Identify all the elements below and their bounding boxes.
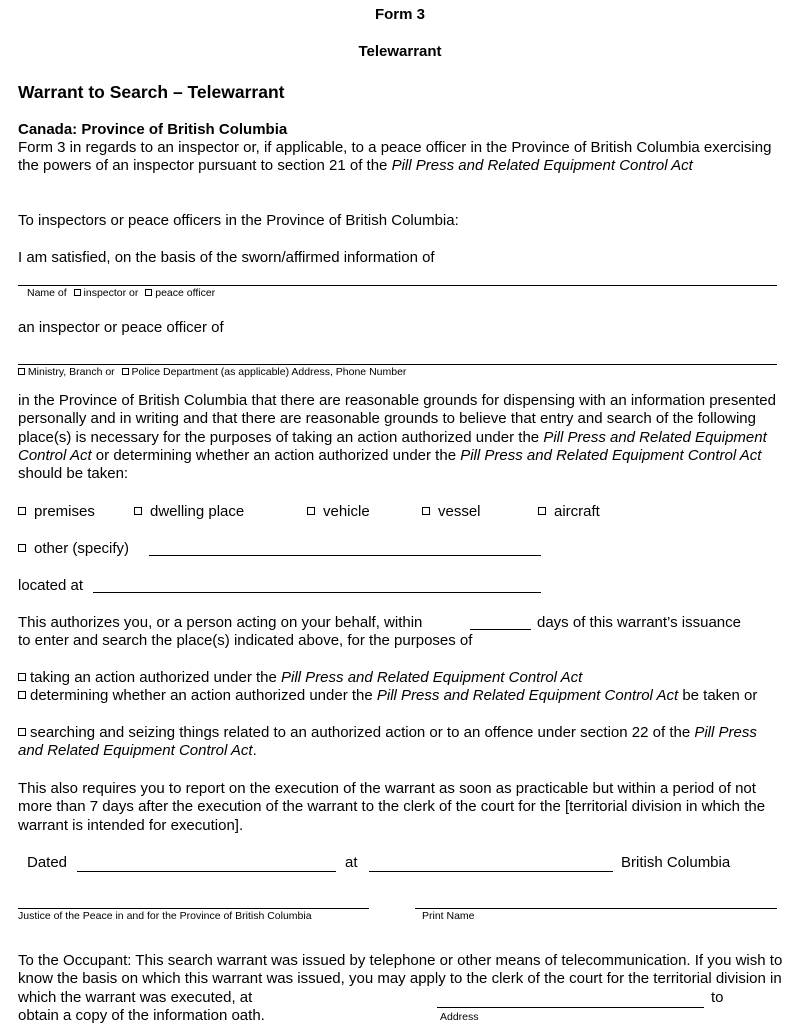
grounds-act-2: Pill Press and Related Equipment Control Act bbox=[460, 446, 762, 464]
ministry-line[interactable] bbox=[18, 364, 777, 365]
located-at-label: located at bbox=[18, 577, 84, 594]
place-label: vessel bbox=[438, 503, 481, 520]
informant-name-line[interactable] bbox=[18, 285, 777, 286]
inspector-checkbox[interactable] bbox=[74, 289, 81, 296]
purpose-2-tail: be taken or bbox=[678, 687, 758, 704]
peace-officer-checkbox[interactable] bbox=[145, 289, 152, 296]
purpose-2 bbox=[18, 687, 783, 705]
grounds-act-1: Pill Press and Related Equipment Control Act bbox=[18, 428, 767, 464]
jurisdiction: Canada: Province of British Columbia bbox=[18, 121, 288, 138]
intro-paragraph bbox=[18, 139, 783, 176]
premises-checkbox[interactable] bbox=[18, 507, 26, 515]
name-caption-opt2: peace officer bbox=[155, 287, 216, 299]
place-dwelling[interactable] bbox=[134, 503, 244, 520]
place-label: premises bbox=[34, 503, 95, 520]
name-caption-prefix: Name of bbox=[27, 287, 67, 299]
inspector-of-line: an inspector or peace officer of bbox=[18, 319, 224, 336]
place-vehicle[interactable] bbox=[307, 503, 370, 520]
place-label: vehicle bbox=[323, 503, 370, 520]
grounds-text-1: in the Province of British Columbia that there are reasonable grounds for dispensing with an information presented personally and in writing and that there are reasonable grounds to believe that entry and search of the following place(s) is necessary for the purposes of taking an action authorized under the bbox=[18, 392, 776, 446]
intro-act: Pill Press and Related Equipment Control Act bbox=[391, 157, 693, 175]
place-signed-line[interactable] bbox=[369, 871, 613, 872]
dated-line[interactable] bbox=[77, 871, 336, 872]
located-at-line[interactable] bbox=[93, 592, 541, 593]
purpose-2-text: determining whether an action authorized under the bbox=[30, 687, 377, 704]
purpose-2-act: Pill Press and Related Equipment Control Act bbox=[376, 687, 679, 704]
purpose-3 bbox=[18, 724, 783, 761]
report-paragraph: This also requires you to report on the execution of the warrant as soon as practicable but within a period of not more than 7 days after the execution of the warrant to the clerk of the court for the [territorial division in which the warrant is intended for execution]. bbox=[18, 780, 766, 834]
purpose-1-act: Pill Press and Related Equipment Control Act bbox=[281, 669, 583, 686]
grounds-text-2: or determining whether an action authorized under the bbox=[91, 446, 461, 464]
justice-signature-line[interactable] bbox=[18, 908, 369, 909]
other-label: other (specify) bbox=[34, 540, 130, 557]
purpose-3-text: searching and seizing things related to an authorized action or to an offence under section 22 of the bbox=[30, 724, 695, 741]
days-line[interactable] bbox=[470, 629, 531, 630]
ministry-caption bbox=[18, 366, 406, 378]
place-label: dwelling place bbox=[150, 503, 245, 520]
purpose-3-tail: . bbox=[252, 742, 257, 760]
place-aircraft[interactable] bbox=[538, 503, 600, 520]
purpose-2-checkbox[interactable] bbox=[18, 691, 26, 699]
purpose-1-checkbox[interactable] bbox=[18, 673, 26, 681]
address-line: To inspectors or peace officers in the Province of British Columbia: bbox=[18, 212, 459, 229]
justice-caption: Justice of the Peace in and for the Province of British Columbia bbox=[18, 910, 312, 922]
print-name-line[interactable] bbox=[415, 908, 777, 909]
dated-label: Dated bbox=[27, 854, 68, 871]
occupant-notice: To the Occupant: This search warrant was issued by telephone or other means of telecommunication. If you wish to know the basis on which this warrant was issued, you may apply to the clerk of the court for the territorial division in which the warrant was executed, at bbox=[18, 952, 783, 1006]
ministry-caption-opt1: Ministry, Branch or bbox=[27, 366, 115, 378]
form-number: Form 3 bbox=[374, 6, 425, 23]
vehicle-checkbox[interactable] bbox=[307, 507, 315, 515]
purpose-1 bbox=[18, 669, 783, 687]
page-title: Warrant to Search – Telewarrant bbox=[18, 82, 285, 102]
dwelling-checkbox[interactable] bbox=[134, 507, 142, 515]
place-vessel[interactable] bbox=[422, 503, 481, 520]
purpose-3-act: Pill Press and Related Equipment Control Act bbox=[18, 724, 757, 760]
address-caption: Address bbox=[440, 1011, 479, 1023]
grounds-paragraph bbox=[18, 392, 783, 483]
aircraft-checkbox[interactable] bbox=[538, 507, 546, 515]
authorizes-text-1: This authorizes you, or a person acting on your behalf, within bbox=[18, 614, 423, 631]
purpose-1-text: taking an action authorized under the bbox=[30, 669, 282, 686]
vessel-checkbox[interactable] bbox=[422, 507, 430, 515]
place-label: aircraft bbox=[554, 503, 600, 520]
place-other[interactable] bbox=[18, 540, 129, 557]
authorizes-text-3: to enter and search the place(s) indicated above, for the purposes of bbox=[18, 632, 473, 649]
province-label: British Columbia bbox=[621, 854, 731, 871]
satisfied-line: I am satisfied, on the basis of the sworn/affirmed information of bbox=[18, 249, 435, 266]
occupant-to: to bbox=[711, 989, 724, 1006]
name-caption bbox=[27, 287, 215, 299]
place-premises[interactable] bbox=[18, 503, 95, 520]
print-name-caption: Print Name bbox=[422, 910, 475, 922]
ministry-caption-opt2: Police Department (as applicable) Address, Phone Number bbox=[131, 366, 407, 378]
authorizes-text-2: days of this warrant’s issuance bbox=[537, 614, 741, 631]
intro-text: Form 3 in regards to an inspector or, if applicable, to a peace officer in the Province of British Columbia exercising the powers of an inspector pursuant to section 21 of the bbox=[18, 139, 772, 175]
form-name: Telewarrant bbox=[358, 43, 442, 60]
police-department-checkbox[interactable] bbox=[122, 368, 129, 375]
other-specify-line[interactable] bbox=[149, 555, 541, 556]
other-checkbox[interactable] bbox=[18, 544, 26, 552]
purpose-3-checkbox[interactable] bbox=[18, 728, 26, 736]
occupant-notice-end: obtain a copy of the information oath. bbox=[18, 1007, 265, 1024]
at-label: at bbox=[345, 854, 358, 871]
occupant-address-line[interactable] bbox=[437, 1007, 704, 1008]
ministry-checkbox[interactable] bbox=[18, 368, 25, 375]
grounds-text-3: should be taken: bbox=[18, 465, 129, 483]
name-caption-opt1: inspector or bbox=[83, 287, 139, 299]
